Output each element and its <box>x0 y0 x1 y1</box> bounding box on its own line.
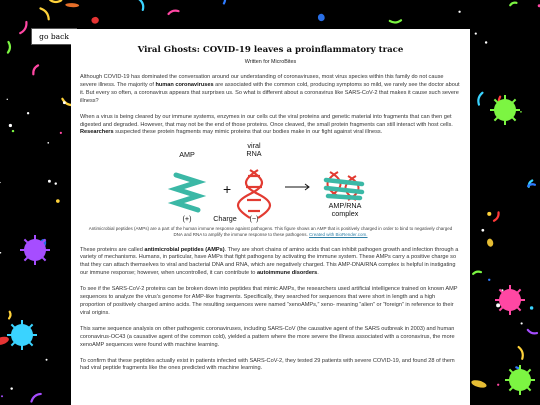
go-back-button[interactable]: go back <box>31 28 77 45</box>
microbe-shape <box>317 13 325 22</box>
germ-spike <box>527 387 531 391</box>
speck-dot <box>10 387 12 389</box>
paragraph-text: When a virus is being cleared by our immune systems, enzymes in our cells cut the viral proteins and genetic material into fragments that can then get digested and degraded. However, that may not be the end of those proteins. Once cleaved, the small protein fragments can still interact with host cells. <box>80 113 453 128</box>
germ-spike <box>527 369 531 373</box>
viral-rna-label: viral RNA <box>246 141 262 159</box>
speck-dot <box>56 199 60 203</box>
charge-negative-label: (−) <box>249 214 259 224</box>
germ-spike <box>11 324 15 328</box>
amp-rna-complex-label: AMP/RNA complex <box>328 201 362 219</box>
germ-spike <box>499 307 503 311</box>
squiggle-shape <box>510 3 516 6</box>
amp-helix-icon <box>176 175 198 210</box>
germ-spike <box>42 257 46 261</box>
paragraph-text: This same sequence analysis on other pathogenic coronaviruses, including SARS-CoV (the causative agent of the SARS outbreak in 2003) and human coronavirus-OC43 (a causative agent of the common cold), yielded a pattern where the more severe the illness associated with a coronavirus, the more xenoAMP sequences were found with machine learning. <box>80 325 455 348</box>
paragraph-amps <box>80 247 461 279</box>
paragraph-text: . <box>317 270 319 277</box>
emphasized-term: antimicrobial peptides (AMPs) <box>144 246 225 253</box>
squiggle-shape <box>168 11 178 14</box>
speck-dot <box>520 111 522 113</box>
speck-dot <box>47 142 49 144</box>
germ-spike <box>509 369 513 373</box>
speck-dot <box>475 32 477 34</box>
squiggle-shape <box>31 394 40 402</box>
germ-spike <box>517 289 521 293</box>
rna-helix-icon <box>238 170 270 218</box>
article-panel <box>71 29 470 405</box>
speck-dot <box>12 130 14 132</box>
speck-dot <box>48 180 51 183</box>
germ-spike <box>509 387 513 391</box>
speck-dot <box>488 279 490 281</box>
paragraph-text: suspected these protein fragments may mimic proteins that our bodies make in our fight against viral illness. <box>113 129 383 136</box>
charge-label: Charge <box>213 214 237 224</box>
emphasized-term: human coronaviruses <box>155 81 214 88</box>
speck-dot <box>496 303 500 307</box>
article-byline: Written for MicroBites <box>244 59 297 65</box>
paragraph-coronaviruses <box>80 326 461 350</box>
speck-dot <box>458 11 460 13</box>
squiggle-shape <box>494 212 499 220</box>
amp-rna-complex-icon <box>326 172 362 200</box>
speck-dot <box>0 182 1 183</box>
paragraph-intro <box>80 74 461 106</box>
amp-diagram <box>80 142 461 224</box>
microbe-shape <box>471 379 488 389</box>
squiggle-shape <box>8 42 10 53</box>
speck-dot <box>530 306 533 309</box>
speck-dot <box>497 384 499 386</box>
arrow-icon <box>285 184 309 190</box>
paragraph-text: To confirm that these peptides actually exist in patients infected with SARS-CoV-2, they tested 29 patients with severe COVID-19, and found 28 of them had viral peptide fragments like the ones predicted with machine learning. <box>80 357 455 372</box>
speck-dot <box>1 395 3 397</box>
charge-positive-label: (+) <box>182 214 192 224</box>
speck-dot <box>63 101 66 104</box>
biorender-link[interactable]: Created with BioRender.com. <box>309 232 368 238</box>
squiggle-shape <box>40 8 48 19</box>
paragraph-text: Although COVID-19 has dominated the conversation around our understanding of coronaviruses, most virus species within this family do not cause severe illness. The majority of <box>80 74 444 88</box>
germ-spike <box>517 307 521 311</box>
emphasized-term: Researchers <box>80 129 114 136</box>
speck-dot <box>0 252 1 254</box>
speck-dot <box>9 124 12 127</box>
plus-sign: + <box>223 181 232 198</box>
paragraph-ai-search <box>80 286 461 318</box>
speck-dot <box>7 99 8 100</box>
germ-spike <box>512 99 516 103</box>
paragraph-text: To see if the SARS-CoV-2 proteins can be broken down into peptides that mimic AMPs, the researchers used artificial intelligence trained on known AMP sequences to analyze the virus's genome for AMP-like fragments. Specifically, they searched for sequences that were short in length and a high proportion of positively charged amino acids. The resulting sequences were named “xenoAMPs,” xeno- meaning “alien” or “foreign” in reference to their viral origins. <box>80 286 458 316</box>
squiggle-shape <box>528 184 535 186</box>
squiggle-shape <box>9 312 10 319</box>
squiggle-shape <box>478 93 482 105</box>
amp-label: AMP <box>179 150 195 160</box>
germ-spike <box>29 342 33 346</box>
speck-dot <box>487 212 491 216</box>
germ-spike <box>24 239 28 243</box>
paragraph-text: are associated with the common cold, producing symptoms so mild, we rarely see the doctor about it. But every so often, a coronavirus appears that surprises us. So what is different about a coronavirus like SARS-CoV-2 that makes it cause such severe illness? <box>80 81 460 104</box>
microbe-shape <box>65 3 79 8</box>
paragraph-text: These proteins are called <box>80 246 145 253</box>
germ-spike <box>29 324 33 328</box>
squiggle-shape <box>390 20 401 22</box>
speck-dot <box>481 229 484 232</box>
speck-dot <box>485 41 487 43</box>
germ-spike <box>24 257 28 261</box>
paragraph-fragments <box>80 114 461 138</box>
amp-figure <box>80 142 461 224</box>
speck-dot <box>521 322 523 324</box>
squiggle-shape <box>33 65 38 74</box>
squiggle-shape <box>519 347 523 359</box>
germ-spike <box>494 99 498 103</box>
squiggle-shape <box>528 330 537 334</box>
speck-dot <box>55 182 57 184</box>
squiggle-shape <box>20 22 26 33</box>
paragraph-text: . They are short chains of amino acids that can inhibit pathogen growth and infection through a variety of mechanisms. Humans, in particular, have AMPs that fight pathogens by activating the immune system. These AMPs carry a positive charge so that they can attach themselves to viral and bacterial DNA and RNA, which are negatively charged. This AMP-DNA/RNA complex is helpful in instigating our immune response; however, when uncontrolled, it can contribute to <box>80 246 459 277</box>
emphasized-term: autoimmune disorders <box>256 270 318 277</box>
speck-dot <box>27 112 29 114</box>
squiggle-shape <box>139 0 143 10</box>
microbe-shape <box>0 335 10 346</box>
figure-caption <box>88 226 453 238</box>
squiggle-shape <box>50 0 61 2</box>
squiggle-shape <box>223 0 225 3</box>
squiggle-shape <box>473 272 481 274</box>
germ-spike <box>11 342 15 346</box>
caption-text: Antimicrobial peptides (AMPs) are a part of the human immune response against pathogens. This figure shows an AMP that is positively charged in order to bind to negatively charged DNA and RNA to amplify the immune response to these pathogens. <box>88 226 453 238</box>
microbe-shape <box>91 16 99 24</box>
speck-dot <box>60 132 62 134</box>
article-title: Viral Ghosts: COVID-19 leaves a proinflammatory trace <box>137 45 404 55</box>
germ-spike <box>494 117 498 121</box>
microbe-shape <box>486 238 494 247</box>
speck-dot <box>46 359 48 361</box>
paragraph-patients <box>80 358 461 374</box>
germ-spike <box>512 117 516 121</box>
